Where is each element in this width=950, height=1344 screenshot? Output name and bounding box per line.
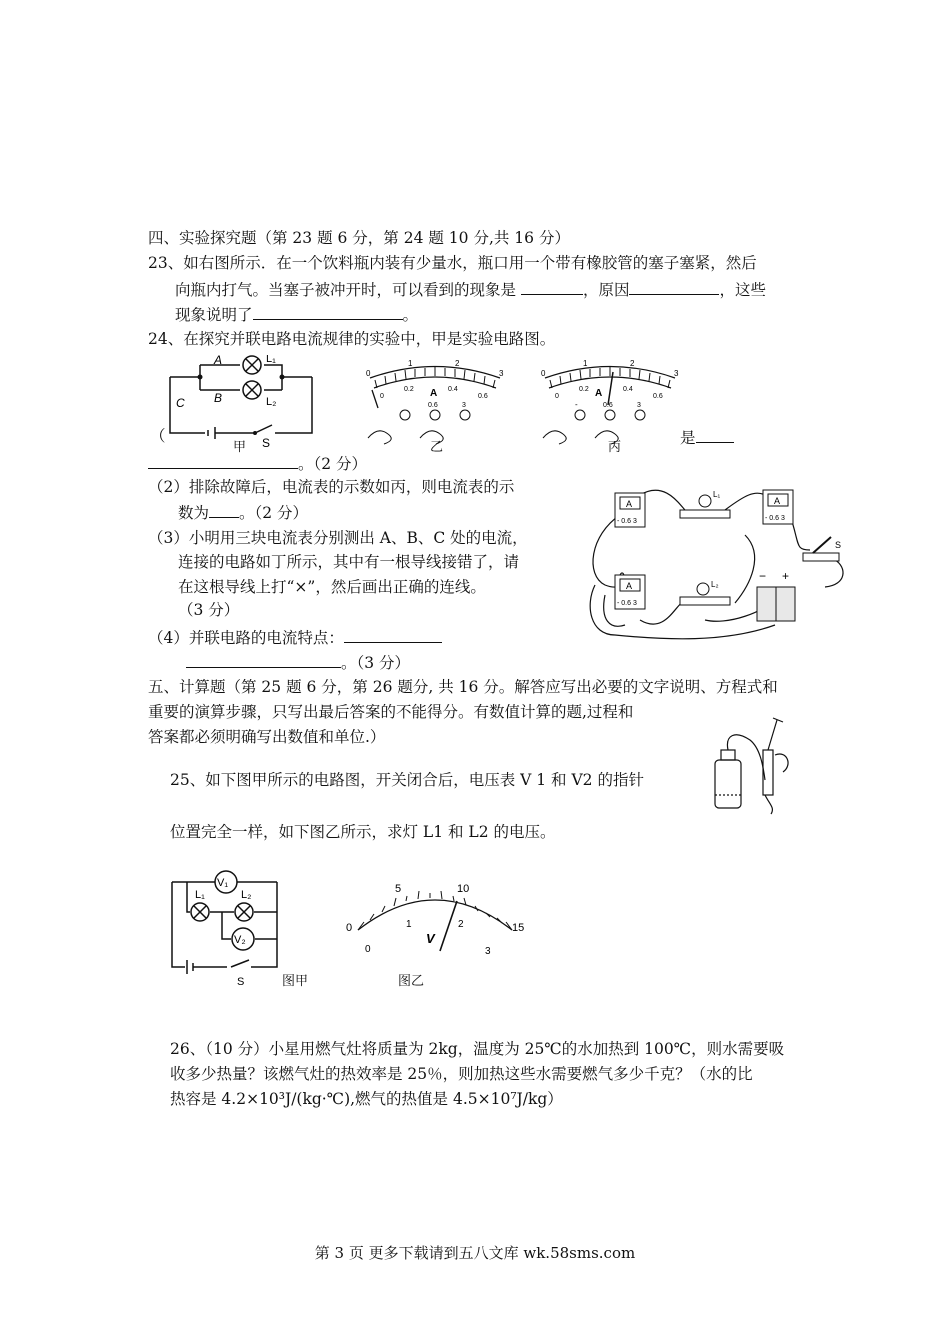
vm-pointer	[440, 901, 457, 951]
bing-tick-3: 3	[674, 369, 679, 378]
q24-p3-line2: 连接的电路如丁所示，其中有一根导线接错了，请	[178, 553, 520, 571]
vm-inner-0: 0	[365, 944, 371, 955]
q24-p4-line2	[186, 651, 410, 673]
ding-a2-label: A	[774, 496, 781, 506]
q25-l1-label: L₁	[195, 889, 205, 901]
q24-circuit-jia	[160, 355, 330, 450]
section5-line3: 答案都必须明确写出数值和单位.）	[148, 728, 386, 746]
bing-tick-2: 2	[630, 360, 635, 368]
q24-circuit-ding	[585, 475, 850, 645]
q24-p2-b: 。（2 分）	[239, 504, 309, 522]
label-b: B	[214, 391, 223, 405]
bing-low-0: 0	[555, 393, 559, 400]
bing-low-02: 0.2	[579, 386, 589, 393]
q24-p4-a: （4）并联电路的电流特点：	[148, 629, 344, 647]
vm-outer-10: 10	[457, 883, 470, 895]
v2-label: V₂	[234, 934, 246, 946]
yi-term-3: 3	[462, 402, 466, 409]
vm-inner-1: 1	[406, 919, 412, 930]
q23-line1: 23、如右图所示．在一个饮料瓶内装有少量水，瓶口用一个带有橡胶管的塞子塞紧，然后	[148, 254, 757, 272]
yi-unit: A	[430, 388, 438, 399]
q24-p1-open: （	[150, 427, 166, 445]
q23-blank-conclusion[interactable]	[253, 303, 403, 320]
label-l2: L₂	[266, 396, 277, 408]
q23-line3a: 现象说明了	[175, 306, 253, 324]
q24-p2-line2	[178, 501, 308, 523]
q23-line2a: 向瓶内打气。当塞子被冲开时，可以看到的现象是	[175, 281, 517, 299]
v1-label: V₁	[217, 877, 229, 889]
page-footer: 第 3 页 更多下载请到五八文库 wk.58sms.com	[314, 1244, 636, 1262]
yi-pointer	[372, 390, 378, 408]
vm-inner-2: 2	[458, 919, 464, 930]
q24-p1-score: 。（2 分）	[298, 455, 368, 473]
ammeter-ding-2	[763, 490, 793, 524]
q26-line3: 热容是 4.2×10³J/(kg·℃),燃气的热值是 4.5×10⁷J/kg）	[170, 1090, 563, 1108]
bulb-l1	[680, 490, 730, 518]
q24-intro: 24、在探究并联电路电流规律的实验中，甲是实验电路图。	[148, 330, 556, 348]
ding-a2-terms: - 0.6 3	[765, 515, 785, 522]
ding-a3-terms: - 0.6 3	[617, 600, 637, 607]
q24-p2-a: 数为	[178, 504, 210, 522]
q23-line2c: ，这些	[719, 281, 766, 299]
q24-p2-blank[interactable]	[209, 501, 239, 518]
q25-voltmeter	[340, 875, 530, 965]
yi-low-0: 0	[380, 393, 384, 400]
q24-p4-blank-b[interactable]	[186, 651, 341, 668]
section4-heading: 四、实验探究题（第 23 题 6 分，第 24 题 10 分,共 16 分）	[148, 229, 570, 247]
q26-line1: 26、（10 分）小星用燃气灶将质量为 2kg，温度为 25℃的水加热到 100℃，则水需要吸	[170, 1040, 785, 1058]
bing-term-06: 0.6	[603, 402, 613, 409]
q24-p4-blank-a[interactable]	[344, 626, 442, 643]
ammeter-bing	[535, 360, 685, 445]
q25-s-label: S	[237, 976, 245, 988]
ding-l1-label: L₁	[713, 490, 721, 499]
q24-p3-line3: 在这根导线上打“×”，然后画出正确的连线。	[178, 578, 486, 596]
ding-a1-terms: - 0.6 3	[617, 518, 637, 525]
q24-p3-line4: （3 分）	[178, 601, 240, 619]
section5-line2: 重要的演算步骤，只写出最后答案的不能得分。有数值计算的题,过程和	[148, 703, 634, 721]
bing-unit: A	[595, 388, 603, 399]
q24-p1-end	[680, 426, 734, 448]
fig-label-tuyi: 图乙	[398, 974, 425, 989]
yi-tick-1: 1	[408, 360, 413, 368]
q24-p3-line1: （3）小明用三块电流表分别测出 A、B、C 处的电流，	[148, 529, 528, 547]
battery	[757, 569, 795, 621]
yi-low-06: 0.6	[478, 393, 488, 400]
vm-inner-3: 3	[485, 946, 491, 957]
ammeter-ding-1	[615, 493, 645, 527]
q24-p4-score: 。（3 分）	[341, 654, 411, 672]
vm-outer-15: 15	[512, 922, 525, 934]
vm-unit: V	[426, 931, 435, 946]
vm-outer-5: 5	[395, 883, 402, 895]
bulb-l2	[680, 580, 730, 605]
battery-plus: +	[782, 569, 790, 583]
switch-s	[803, 537, 841, 561]
q25-line1: 25、如下图甲所示的电路图，开关闭合后，电压表 V 1 和 V2 的指针	[170, 771, 644, 789]
yi-tick-2: 2	[455, 360, 460, 368]
bing-tick-1: 1	[583, 360, 588, 368]
ding-s-label: S	[835, 540, 842, 550]
label-a: A	[214, 355, 223, 367]
battery-minus: −	[759, 569, 767, 583]
vm-outer-0: 0	[346, 922, 353, 934]
label-l1: L₁	[266, 355, 276, 365]
q24-p1-shi: 是	[680, 429, 696, 447]
bing-low-06: 0.6	[653, 393, 663, 400]
fig-label-jia: 甲	[233, 440, 247, 455]
ding-a3-label: A	[626, 581, 633, 591]
bing-term-minus: -	[575, 400, 578, 409]
bing-term-3: 3	[637, 402, 641, 409]
q24-p4-line1	[148, 626, 442, 648]
q23-line2	[175, 278, 766, 300]
bottle-pump-illustration	[705, 710, 810, 818]
q23-line3b: 。	[402, 306, 419, 324]
q26-line2: 收多少热量？该燃气灶的热效率是 25％，则加热这些水需要燃气多少千克？（水的比	[170, 1065, 753, 1083]
yi-low-04: 0.4	[448, 386, 458, 393]
ding-a1-label: A	[626, 499, 633, 509]
q24-p1-blank-b[interactable]	[148, 452, 298, 469]
section5-line1: 五、计算题（第 25 题 6 分，第 26 题分, 共 16 分。解答应写出必要的文字说明、方程式和	[148, 678, 778, 696]
q24-p1-line2	[148, 452, 367, 474]
label-c: C	[176, 396, 185, 410]
fig-label-yi: 乙	[430, 440, 444, 455]
fig-label-bing: 丙	[608, 440, 622, 455]
q23-line2b: ，原因	[582, 281, 630, 299]
yi-tick-3: 3	[499, 369, 504, 378]
q23-blank-reason[interactable]	[629, 278, 719, 295]
ammeter-yi	[360, 360, 510, 445]
q24-p1-blank-a[interactable]	[696, 426, 734, 443]
bing-tick-0: 0	[541, 369, 546, 378]
ding-l2-label: L₂	[711, 580, 719, 589]
yi-low-02: 0.2	[404, 386, 414, 393]
q23-line3	[175, 303, 418, 325]
ammeter-ding-3	[615, 575, 645, 609]
fig-label-tujia: 图甲	[282, 974, 309, 989]
q24-p2-line1: （2）排除故障后，电流表的示数如丙，则电流表的示	[148, 478, 515, 496]
q25-l2-label: L₂	[241, 889, 252, 901]
q23-blank-phenomenon[interactable]	[521, 278, 583, 295]
bing-low-04: 0.4	[623, 386, 633, 393]
q25-line2: 位置完全一样，如下图乙所示，求灯 L1 和 L2 的电压。	[170, 823, 556, 841]
yi-tick-0: 0	[366, 369, 371, 378]
yi-term-06: 0.6	[428, 402, 438, 409]
label-s: S	[262, 436, 271, 450]
